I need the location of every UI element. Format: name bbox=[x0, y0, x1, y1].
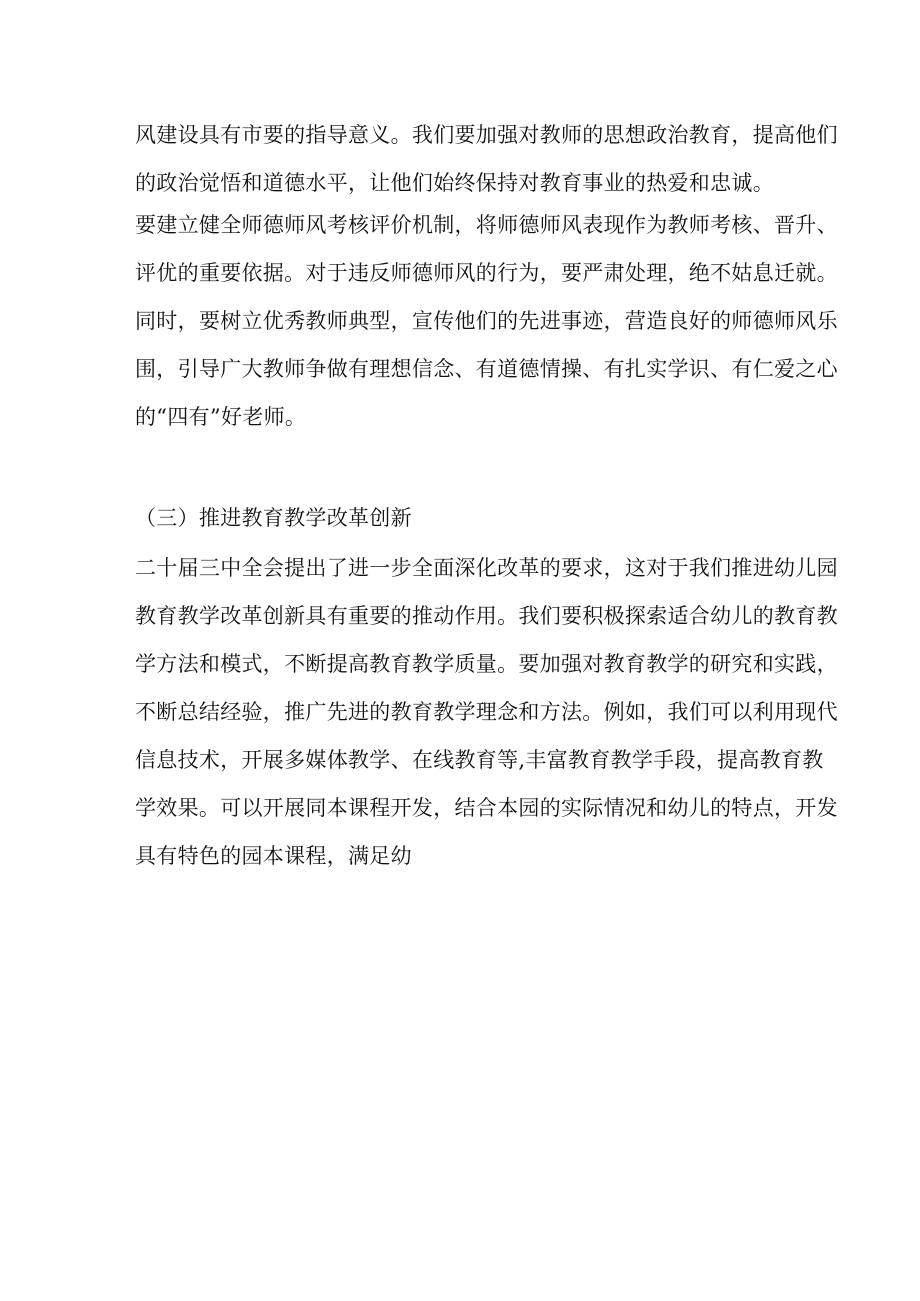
paragraph-line: 围，引导广大教师争做有理想信念、有道德情操、有扎实学识、有仁爱之心 bbox=[135, 357, 838, 381]
paragraph-teaching-reform bbox=[135, 544, 838, 880]
paragraph-line: 的政治觉悟和道德水平，让他们始终保持对教育事业的热爱和忠诚。 bbox=[135, 171, 774, 195]
paragraph-teacher-ethics-education bbox=[135, 111, 838, 207]
paragraph-line: 风建设具有市要的指导意义。我们要加强对教师的思想政治教育，提高他们 bbox=[135, 123, 838, 147]
paragraph-line: 教育教学改革创新具有重要的推动作用。我们要积极探索适合幼儿的教育教 bbox=[135, 604, 838, 628]
paragraph-line: 具有特色的园本课程，满足幼 bbox=[135, 844, 412, 868]
paragraph-line: 不断总结经验，推广先进的教育教学理念和方法。例如，我们可以利用现代 bbox=[135, 700, 838, 724]
paragraph-line: 的“四有”好老师。 bbox=[135, 405, 307, 429]
paragraph-line: 学效果。可以开展同本课程开发，结合本园的实际情况和幼儿的特点，开发 bbox=[135, 796, 838, 820]
paragraph-evaluation-mechanism bbox=[135, 201, 838, 441]
paragraph-line: 同时，要树立优秀教师典型，宣传他们的先进事迹，营造良好的师德师风乐 bbox=[135, 309, 838, 333]
paragraph-line: 二十届三中全会提出了进一步全面深化改革的要求，这对于我们推进幼儿园 bbox=[135, 556, 838, 580]
paragraph-line: 学方法和模式，不断提高教育教学质量。要加强对教育教学的研究和实践， bbox=[135, 652, 838, 676]
paragraph-line: 要建立健全师德师风考核评价机制，将师德师风表现作为教师考核、晋升、 bbox=[135, 213, 838, 237]
section-heading-text: （三）推进教育教学改革创新 bbox=[135, 506, 412, 530]
section-heading bbox=[135, 496, 535, 540]
paragraph-line: 信息技术，开展多媒体教学、在线教育等,丰富教育教学手段，提高教育教 bbox=[135, 748, 824, 772]
paragraph-line: 评优的重要依据。对于违反师德师风的行为，要严肃处理，绝不姑息迁就。 bbox=[135, 261, 838, 285]
